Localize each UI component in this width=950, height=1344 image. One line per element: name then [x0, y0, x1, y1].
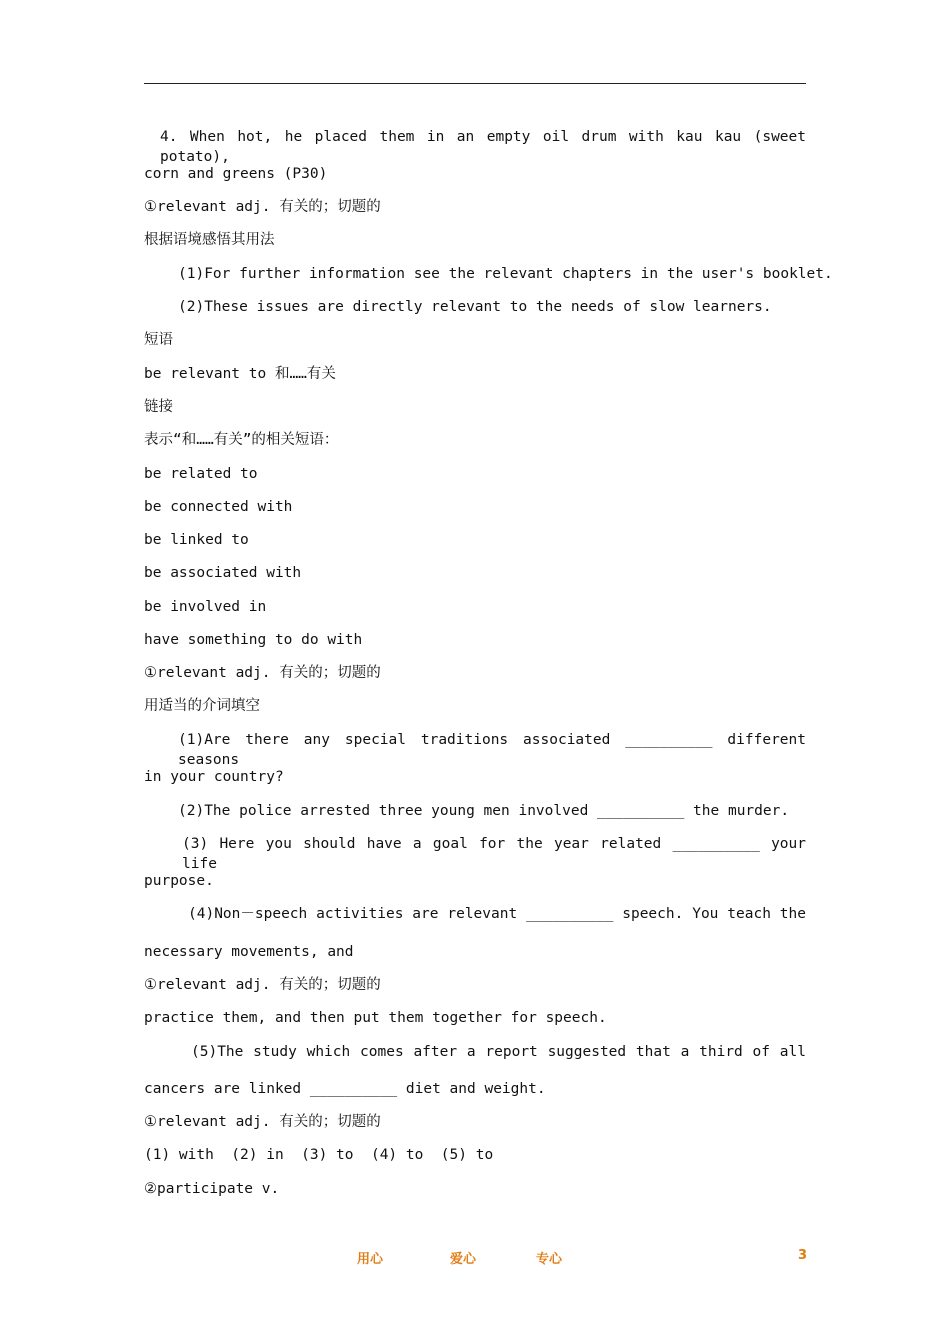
exercise-5-cont: cancers are linked __________ diet and weight.: [144, 1081, 546, 1097]
vocab-heading: ①relevant adj. 有关的；切题的: [144, 1114, 381, 1130]
exercise-1: (1)Are there any special traditions associated __________ different seasons: [178, 732, 806, 768]
section-label-phrase: 短语: [144, 332, 173, 348]
phrase-item: be relevant to 和……有关: [144, 366, 336, 382]
related-phrase: be related to: [144, 466, 258, 482]
vocab-heading: ①relevant adj. 有关的；切题的: [144, 977, 381, 993]
exercise-3-cont: purpose.: [144, 873, 214, 889]
footer-word-2: 爱心: [450, 1252, 477, 1267]
exercise-1-cont: in your country?: [144, 769, 284, 785]
related-phrase: be involved in: [144, 599, 267, 615]
exercise-4-cont: necessary movements, and: [144, 944, 354, 960]
example-sentence-4-cont: corn and greens (P30): [144, 166, 328, 182]
header-rule: [144, 83, 806, 84]
footer-word-1: 用心: [357, 1252, 384, 1267]
vocab-heading: ①relevant adj. 有关的；切题的: [144, 199, 381, 215]
exercise-3: (3) Here you should have a goal for the year related __________ your life: [182, 836, 806, 872]
related-phrase: have something to do with: [144, 632, 363, 648]
exercise-4-cont2: practice them, and then put them together for speech.: [144, 1010, 607, 1026]
page-number: 3: [798, 1248, 808, 1263]
section-label-context: 根据语境感悟其用法: [144, 232, 275, 248]
vocab-heading: ①relevant adj. 有关的；切题的: [144, 665, 381, 681]
vocab-heading-2: ②participate v.: [144, 1181, 280, 1197]
link-intro: 表示“和……有关”的相关短语：: [144, 432, 339, 448]
example-sentence-4: 4. When hot, he placed them in an empty oil drum with kau kau (sweet potato),: [160, 129, 806, 165]
related-phrase: be connected with: [144, 499, 293, 515]
section-label-link: 链接: [144, 399, 173, 415]
related-phrase: be associated with: [144, 565, 302, 581]
answer-key: (1) with (2) in (3) to (4) to (5) to: [144, 1147, 494, 1163]
exercise-2: (2)The police arrested three young men involved __________ the murder.: [178, 803, 790, 819]
related-phrase: be linked to: [144, 532, 249, 548]
exercise-5: (5)The study which comes after a report suggested that a third of all: [191, 1044, 806, 1060]
section-label-exercise: 用适当的介词填空: [144, 698, 260, 714]
context-example-1: (1)For further information see the relevant chapters in the user's booklet.: [178, 266, 833, 282]
footer-word-3: 专心: [536, 1252, 563, 1267]
context-example-2: (2)These issues are directly relevant to the needs of slow learners.: [178, 299, 772, 315]
exercise-4: (4)Non－speech activities are relevant __________ speech. You teach the: [188, 906, 806, 922]
